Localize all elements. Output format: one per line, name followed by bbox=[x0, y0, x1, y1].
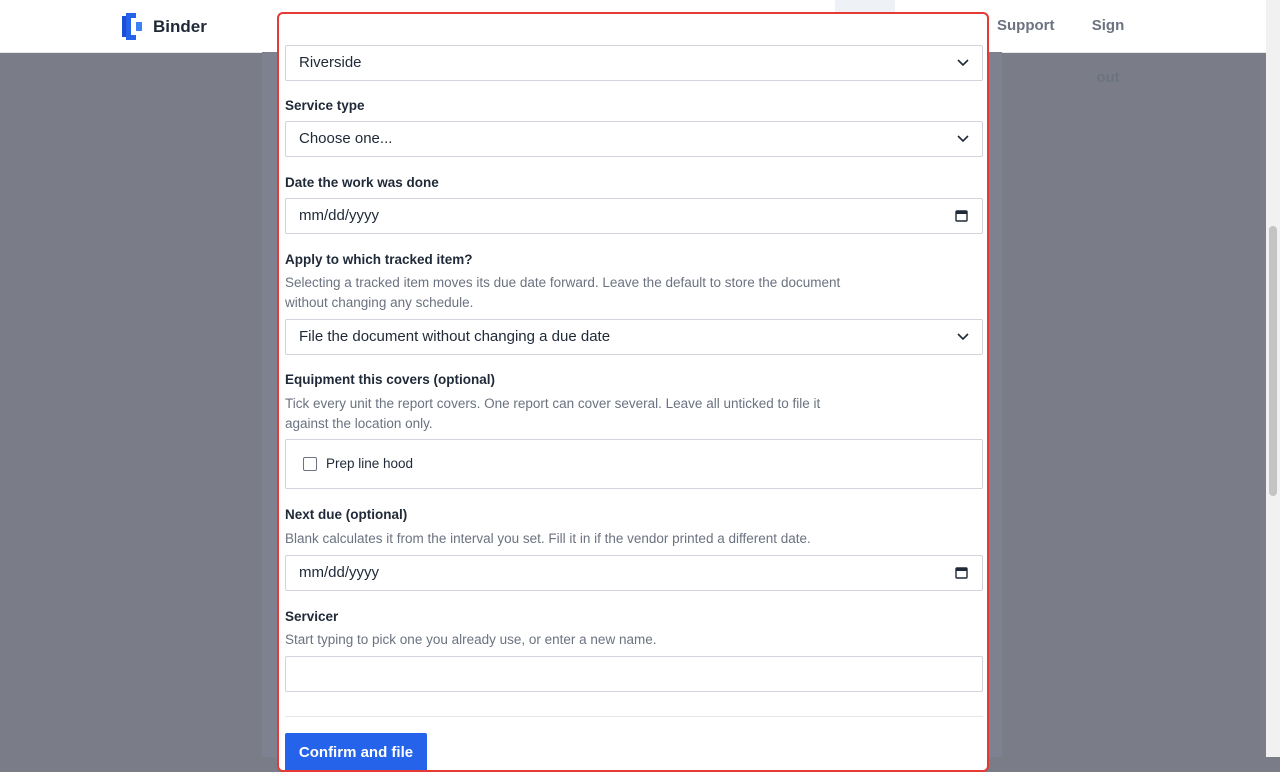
next-due-placeholder: mm/dd/yyyy bbox=[299, 564, 380, 581]
brand[interactable] bbox=[122, 12, 207, 41]
work-date-label: Date the work was done bbox=[285, 175, 439, 190]
service-type-label: Service type bbox=[285, 98, 365, 113]
scrollbar-thumb[interactable] bbox=[1269, 226, 1277, 496]
tracked-item-help: Selecting a tracked item moves its due date forward. Leave the default to store the document without changing any schedule. bbox=[285, 275, 841, 310]
calendar-icon[interactable] bbox=[955, 209, 968, 222]
work-date-input[interactable] bbox=[285, 198, 983, 234]
tracked-item-select-value: File the document without changing a due date bbox=[299, 328, 611, 345]
work-date-placeholder: mm/dd/yyyy bbox=[299, 207, 380, 224]
location-select[interactable] bbox=[285, 45, 983, 81]
equipment-checkbox-label[interactable]: Prep line hood bbox=[326, 456, 414, 471]
calendar-icon[interactable] bbox=[955, 566, 968, 579]
equipment-checklist bbox=[285, 439, 983, 489]
next-due-label: Next due (optional) bbox=[285, 507, 408, 522]
next-due-input[interactable] bbox=[285, 555, 983, 591]
next-due-help: Blank calculates it from the interval you set. Fill it in if the vendor printed a different date. bbox=[285, 531, 811, 546]
service-type-select-value: Choose one... bbox=[299, 130, 393, 147]
chevron-down-icon bbox=[956, 122, 970, 156]
tracked-item-label: Apply to which tracked item? bbox=[285, 252, 473, 267]
page-scrollbar[interactable] bbox=[1266, 0, 1280, 757]
nav-support[interactable]: Support bbox=[997, 17, 1055, 34]
tracked-item-select[interactable] bbox=[285, 319, 983, 355]
binder-logo-icon bbox=[122, 12, 144, 41]
servicer-help: Start typing to pick one you already use, or enter a new name. bbox=[285, 632, 657, 647]
app-name: Binder bbox=[153, 16, 207, 36]
form-divider bbox=[285, 716, 983, 717]
chevron-down-icon bbox=[956, 46, 970, 80]
nav-sign-out[interactable]: Sign out bbox=[1091, 17, 1125, 86]
confirm-and-file-button[interactable]: Confirm and file bbox=[285, 733, 427, 772]
servicer-label: Servicer bbox=[285, 609, 339, 624]
file-document-dialog bbox=[277, 12, 989, 772]
equipment-checkbox[interactable] bbox=[303, 457, 317, 471]
equipment-label: Equipment this covers (optional) bbox=[285, 372, 496, 387]
servicer-input[interactable] bbox=[285, 656, 983, 692]
location-select-value: Riverside bbox=[299, 54, 362, 71]
service-type-select[interactable] bbox=[285, 121, 983, 157]
equipment-help: Tick every unit the report covers. One report can cover several. Leave all unticked to file it against the location only. bbox=[285, 396, 821, 431]
chevron-down-icon bbox=[956, 320, 970, 354]
